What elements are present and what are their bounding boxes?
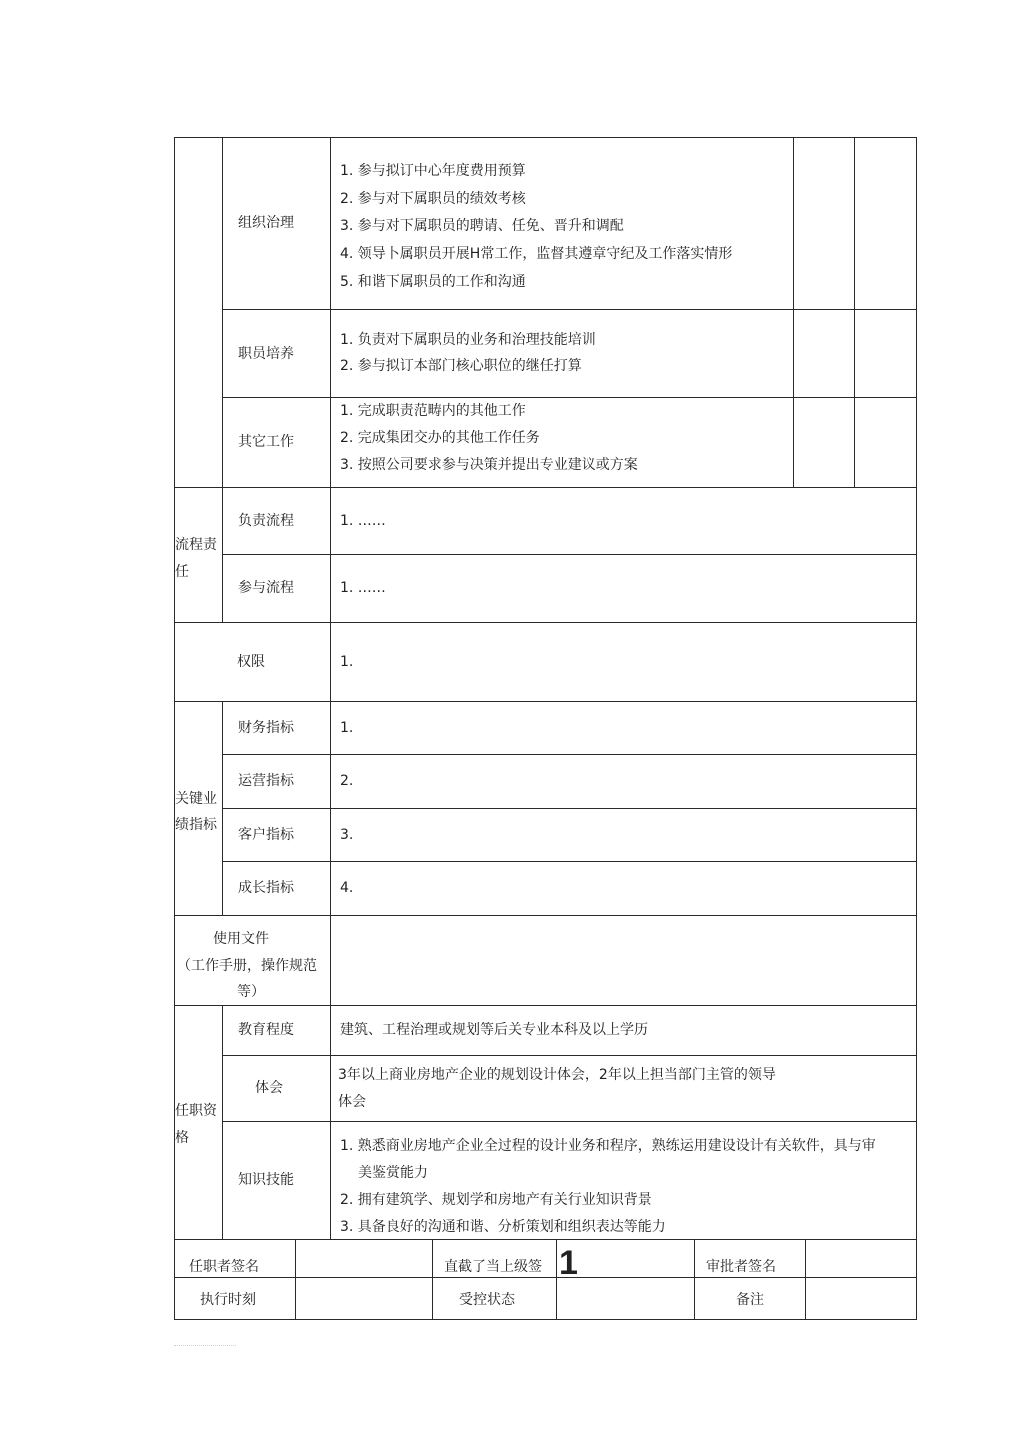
- exec-time-label: 执行时刻: [200, 1292, 256, 1308]
- supervisor-label: 直截了当上级签: [444, 1259, 542, 1275]
- owner-process-value: 1. ……: [340, 513, 386, 529]
- org-item-1: 1. 参与拟订中心年度费用预算: [340, 163, 526, 179]
- qual-group-label-1: 任职资: [175, 1103, 217, 1119]
- kpi-finance-label: 财务指标: [238, 720, 294, 736]
- authority-label: 权限: [237, 654, 265, 670]
- skill-item-3: 3. 具备良好的沟通和谐、分析策划和组织表达等能力: [340, 1219, 666, 1235]
- participate-process-label: 参与流程: [238, 580, 294, 596]
- other-item-2: 2. 完成集团交办的其他工作任务: [340, 430, 540, 446]
- org-item-3: 3. 参与对下属职员的聘请、任免、晋升和调配: [340, 218, 624, 234]
- skill-item-1-cont: 美鉴赏能力: [358, 1165, 428, 1181]
- other-label: 其它工作: [238, 434, 294, 450]
- kpi-operation-value: 2.: [340, 773, 354, 789]
- docs-label-2: （工作手册，操作规范: [177, 958, 317, 974]
- page-number-mark: 1: [559, 1244, 578, 1282]
- kpi-group-label-1: 关键业: [175, 791, 217, 807]
- org-item-4: 4. 领导卜属职员开展H常工作，监督其遵章守纪及工作落实情形: [340, 246, 733, 262]
- process-group-label-2: 任: [175, 564, 189, 580]
- process-group-label-1: 流程责: [175, 537, 217, 553]
- training-label: 职员培养: [238, 346, 294, 362]
- participate-process-value: 1. ……: [340, 580, 386, 596]
- other-item-3: 3. 按照公司要求参与决策并提出专业建议或方案: [340, 457, 638, 473]
- kpi-customer-value: 3.: [340, 827, 354, 843]
- org-item-2: 2. 参与对下属职员的绩效考核: [340, 191, 526, 207]
- kpi-customer-label: 客户指标: [238, 827, 294, 843]
- kpi-finance-value: 1.: [340, 720, 354, 736]
- org-item-5: 5. 和谐下属职员的工作和沟通: [340, 274, 526, 290]
- authority-value: 1.: [340, 654, 354, 670]
- decorative-dotted-mark: [174, 1345, 236, 1346]
- kpi-operation-label: 运营指标: [238, 773, 294, 789]
- training-item-2: 2. 参与拟订本部门核心职位的继任打算: [340, 358, 582, 374]
- experience-value-1: 3年以上商业房地产企业的规划设计体会，2年以上担当部门主管的领导: [338, 1067, 776, 1083]
- experience-value-2: 体会: [338, 1094, 366, 1110]
- kpi-group-label-2: 绩指标: [175, 817, 217, 833]
- remarks-label: 备注: [736, 1292, 764, 1308]
- control-status-label: 受控状态: [459, 1292, 515, 1308]
- skill-item-2: 2. 拥有建筑学、规划学和房地产有关行业知识背景: [340, 1192, 652, 1208]
- kpi-growth-label: 成长指标: [238, 880, 294, 896]
- approver-label: 审批者签名: [706, 1259, 776, 1275]
- training-item-1: 1. 负责对下属职员的业务和治理技能培训: [340, 332, 596, 348]
- org-label: 组织治理: [238, 215, 294, 231]
- docs-label-3: 等）: [237, 984, 265, 1000]
- skill-item-1: 1. 熟悉商业房地产企业全过程的设计业务和程序，熟练运用建设设计有关软件，具与审: [340, 1138, 876, 1154]
- education-value: 建筑、工程治理或规划等后关专业本科及以上学历: [340, 1022, 648, 1038]
- other-item-1: 1. 完成职责范畴内的其他工作: [340, 403, 526, 419]
- qual-group-label-2: 格: [175, 1130, 189, 1146]
- skill-label: 知识技能: [238, 1172, 294, 1188]
- education-label: 教育程度: [238, 1022, 294, 1038]
- kpi-growth-value: 4.: [340, 880, 354, 896]
- experience-label: 体会: [255, 1080, 283, 1096]
- owner-process-label: 负责流程: [238, 513, 294, 529]
- docs-label-1: 使用文件: [213, 931, 269, 947]
- signer-label: 任职者签名: [189, 1259, 259, 1275]
